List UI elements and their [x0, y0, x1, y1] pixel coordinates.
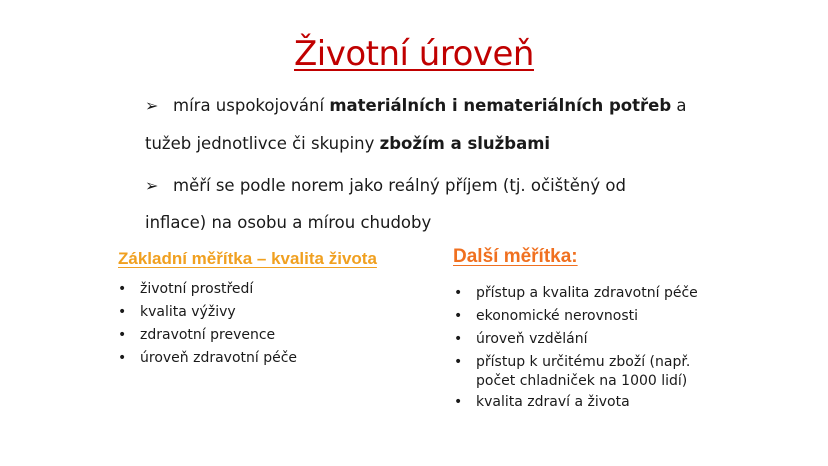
bullet-icon: •: [118, 327, 127, 343]
slide-title: Životní úroveň: [294, 34, 534, 74]
list-item: • kvalita výživy: [116, 301, 297, 324]
right-column-list: [452, 282, 698, 414]
left-column-heading: Základní měřítka – kvalita života: [118, 249, 377, 268]
bullet-icon: •: [118, 350, 127, 366]
left-column-list: [116, 278, 297, 370]
definition-line-1: ➢ míra uspokojování materiálních i nemateriálních potřeb a: [145, 96, 687, 115]
list-item: • ekonomické nerovnosti: [452, 305, 698, 328]
bullet-icon: •: [454, 354, 463, 370]
list-item: • úroveň vzdělání: [452, 328, 698, 351]
list-item: • životní prostředí: [116, 278, 297, 301]
list-item: • kvalita zdraví a života: [452, 391, 698, 414]
right-column-heading: Další měřítka:: [453, 246, 578, 267]
list-item: • zdravotní prevence: [116, 324, 297, 347]
arrow-bullet-icon: ➢: [145, 96, 159, 115]
bullet-icon: •: [454, 394, 463, 410]
definition-line-2: tužeb jednotlivce či skupiny zbožím a službami: [145, 134, 551, 153]
bullet-icon: •: [118, 304, 127, 320]
bullet-icon: •: [118, 281, 127, 297]
definition-line-3: ➢ měří se podle norem jako reálný příjem (tj. očištěný od: [145, 176, 626, 195]
bullet-icon: •: [454, 308, 463, 324]
bullet-icon: •: [454, 331, 463, 347]
list-item: • úroveň zdravotní péče: [116, 347, 297, 370]
list-item: • přístup a kvalita zdravotní péče: [452, 282, 698, 305]
list-item: • přístup k určitému zboží (např. počet chladniček na 1000 lidí): [452, 351, 698, 391]
arrow-bullet-icon: ➢: [145, 176, 159, 195]
bullet-icon: •: [454, 285, 463, 301]
definition-line-4: inflace) na osobu a mírou chudoby: [145, 213, 432, 232]
